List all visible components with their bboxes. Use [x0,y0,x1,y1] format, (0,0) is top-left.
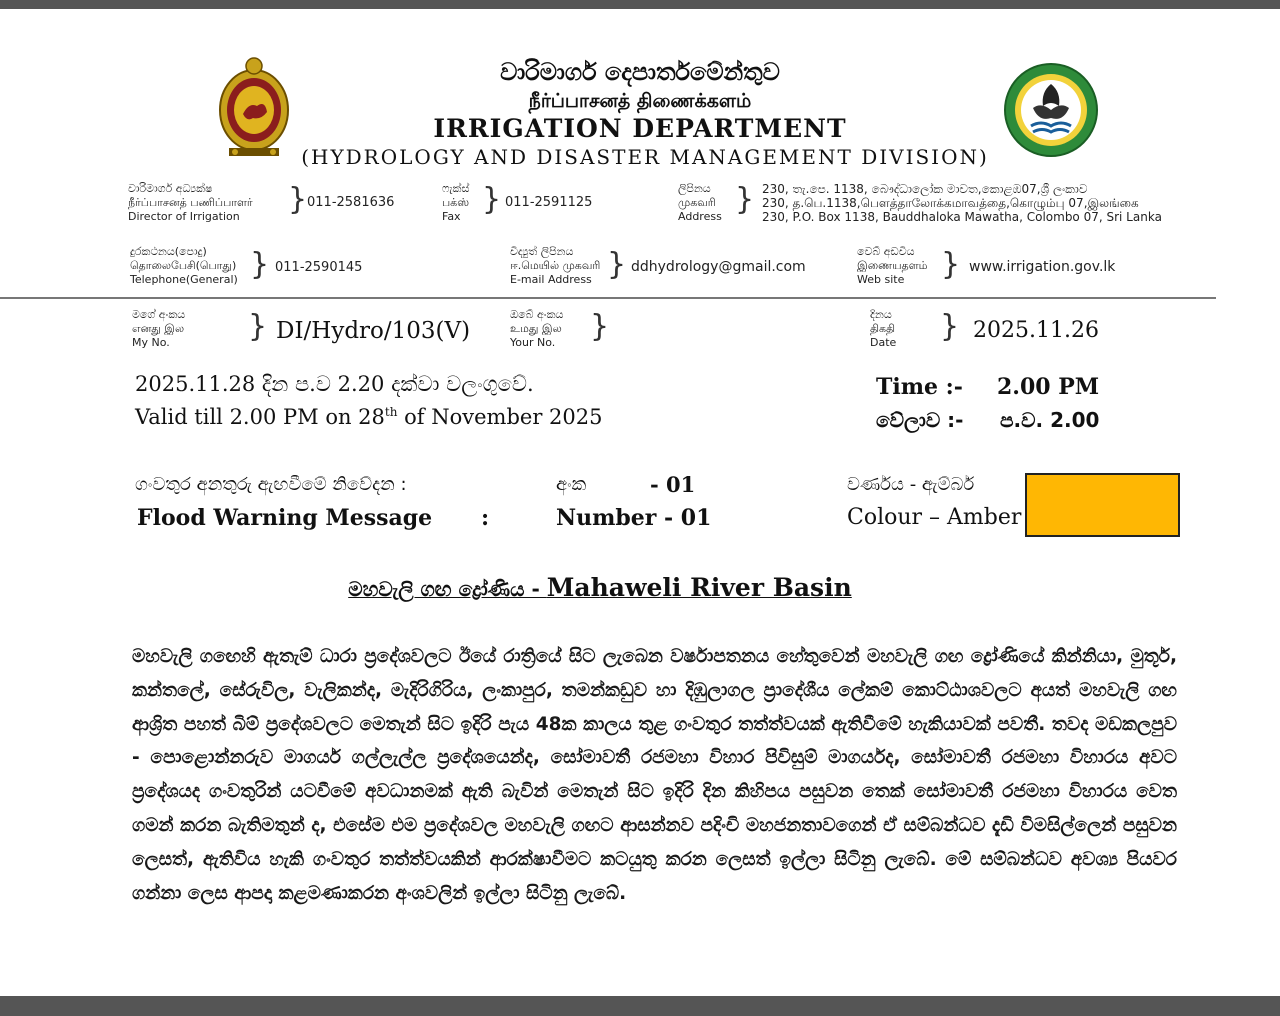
bottom-border [0,996,1280,1016]
header-title-sinhala: වාරිමාර්ග දෙපාර්තමේන්තුව [500,58,780,86]
state-emblem-icon [213,54,295,160]
brace: } [288,182,308,217]
top-border [0,0,1280,9]
header-divider [0,297,1216,299]
time-value: 2.00 PM [997,374,1100,400]
brace: } [250,247,270,282]
number-value-sinhala: - 01 [650,472,696,497]
colour-swatch [1025,473,1180,537]
message-colon: : [481,505,490,531]
validity-english: Valid till 2.00 PM on 28th of November 2025 [135,405,603,429]
colour-label: Colour – Amber [847,505,1022,530]
date-value: 2025.11.26 [973,318,1099,343]
number-label-sinhala: අංක [556,474,587,495]
header-division: (HYDROLOGY AND DISASTER MANAGEMENT DIVISION) [301,145,989,169]
my-no-value: DI/Hydro/103(V) [276,318,471,344]
message-number: Number - 01 [556,505,712,531]
fax-label: ෆැක්ස් பக்ஸ் Fax [442,182,470,223]
telephone-label: දුරකථනය(පොදු) தொலைபேசி(பொது) Telephone(General) [130,245,238,286]
email-address[interactable]: ddhydrology@gmail.com [631,259,806,275]
director-label: වාරිමාර්ග අධ්‍යක්ෂ நீர்ப்பாசனத் பணிப்பாளர் Director of Irrigation [128,182,253,223]
department-logo-icon [1003,62,1099,158]
address-value: 230, තැ.පෙ. 1138, බෞද්ධාලෝක මාවත,කොළඹ07,ශ්‍රී ලංකාව 230, த.பெ.1138,பௌத்தாலோக்கமாவத்தை,கொழும்பு 07,இலங்கை 230, P.O. Box 1138, Bauddhaloka Mawatha, Colombo 07, Sri Lanka [762,182,1162,224]
brace: } [941,247,961,282]
my-no-label: මගේ අංකය எனது இல My No. [132,308,186,349]
email-label: විද්‍යුත් ලිපිනය ஈ.மெயில் முகவரி E-mail Address [510,245,601,286]
colour-sinhala: වර්ණය - ඇම්බර් [847,474,975,495]
header-title-tamil: நீர்ப்பாசனத் திணைக்களம் [528,90,752,112]
telephone-number: 011-2590145 [275,260,363,275]
brace: } [735,182,755,217]
brace: } [590,309,610,344]
website-label: වෙබ් අඩවිය இணையதளம் Web site [857,245,928,286]
message-title-sinhala: ගංවතුර අනතුරු ඇඟවීමේ නිවේදන : [135,474,407,495]
time-value-sinhala: ප.ව. 2.00 [1000,408,1100,432]
director-phone: 011-2581636 [307,195,395,210]
validity-sinhala: 2025.11.28 දින ප.ව 2.20 දක්වා වලංගුවේ. [135,372,534,396]
website-url[interactable]: www.irrigation.gov.lk [969,259,1116,275]
fax-number: 011-2591125 [505,195,593,210]
warning-body-text: මහවැලි ගඟෙහි ඇතැම් ධාරා ප්‍රදේශවලට ඊයේ රාත්‍රියේ සිට ලැබෙන වර්ෂාපතනය හේතුවෙන් මහවැලි ගඟ ද්‍රෝණියේ කින්නියා, මුතූර්, කන්තලේ, සේරුවිල, වැලිකන්ද, මැදිරිගිරිය, ලංකාපුර, තමන්කඩුව හා දිඹුලාගල ප්‍රාදේශීය ලේකම් කොට්ඨාශවලට අයත් මහවැලි ගඟ ආශ්‍රිත පහත් බිම් ප්‍රදේශවලට මෙතැන් සිට ඉදිරි පැය 48ක කාලය තුළ ගංවතුර තත්ත්වයක් ඇතිවීමේ හැකියාවක් පවතී. තවද මඩකලපුව - පොළොන්නරුව මාගර්ය ගල්ලැල්ල ප්‍රදේශයෙන්ද, සෝමාවතී රජමහා විහාර පිවිසුම් මාගර්යද, සෝමාවතී රජමහා විහාරය අවට ප්‍රදේශයද ගංවතුරින් යටවීමේ අවධානමක් ඇති බැවින් මෙතැන් සිට ඉදිරි දින කිහිපය පසුවන තෙක් සෝමාවතී රජමහා විහාරය වෙත ගමන් කරන බැතිමතුන් ද, එසේම එම ප්‍රදේශවල මහවැලි ගඟට ආසන්නව පදිංචි මහජනතාවගෙන් ඒ සම්බන්ධව දැඩි විමසිල්ලෙන් පසුවන ලෙසත්, ඇතිවිය හැකි ගංවතුර තත්ත්වයකින් ආරක්ෂාවීමට කටයුතු කරන ලෙසත් ඉල්ලා සිටිනු ලැබේ. මේ සම්බන්ධව අවශ්‍ය පියවර ගන්නා ලෙස ආපදා කළමණාකරන අංශවලින් ඉල්ලා සිටිනු ලැබේ. [132,646,1177,904]
brace: } [248,309,268,344]
date-label: දිනය திகதி Date [870,308,897,349]
time-label: Time :- [876,374,963,400]
message-title: Flood Warning Message [137,505,433,531]
time-label-sinhala: වේලාව :- [876,408,964,432]
address-label: ලිපිනය முகவரி Address [678,182,722,223]
header-title-english: IRRIGATION DEPARTMENT [433,114,847,143]
basin-title: මහවැලි ගඟ ද්‍රෝණිය - Mahaweli River Basin [348,573,852,602]
brace: } [940,309,960,344]
brace: } [482,182,502,217]
brace: } [607,247,627,282]
your-no-label: ඔබේ අංකය உமது இல Your No. [510,308,564,349]
